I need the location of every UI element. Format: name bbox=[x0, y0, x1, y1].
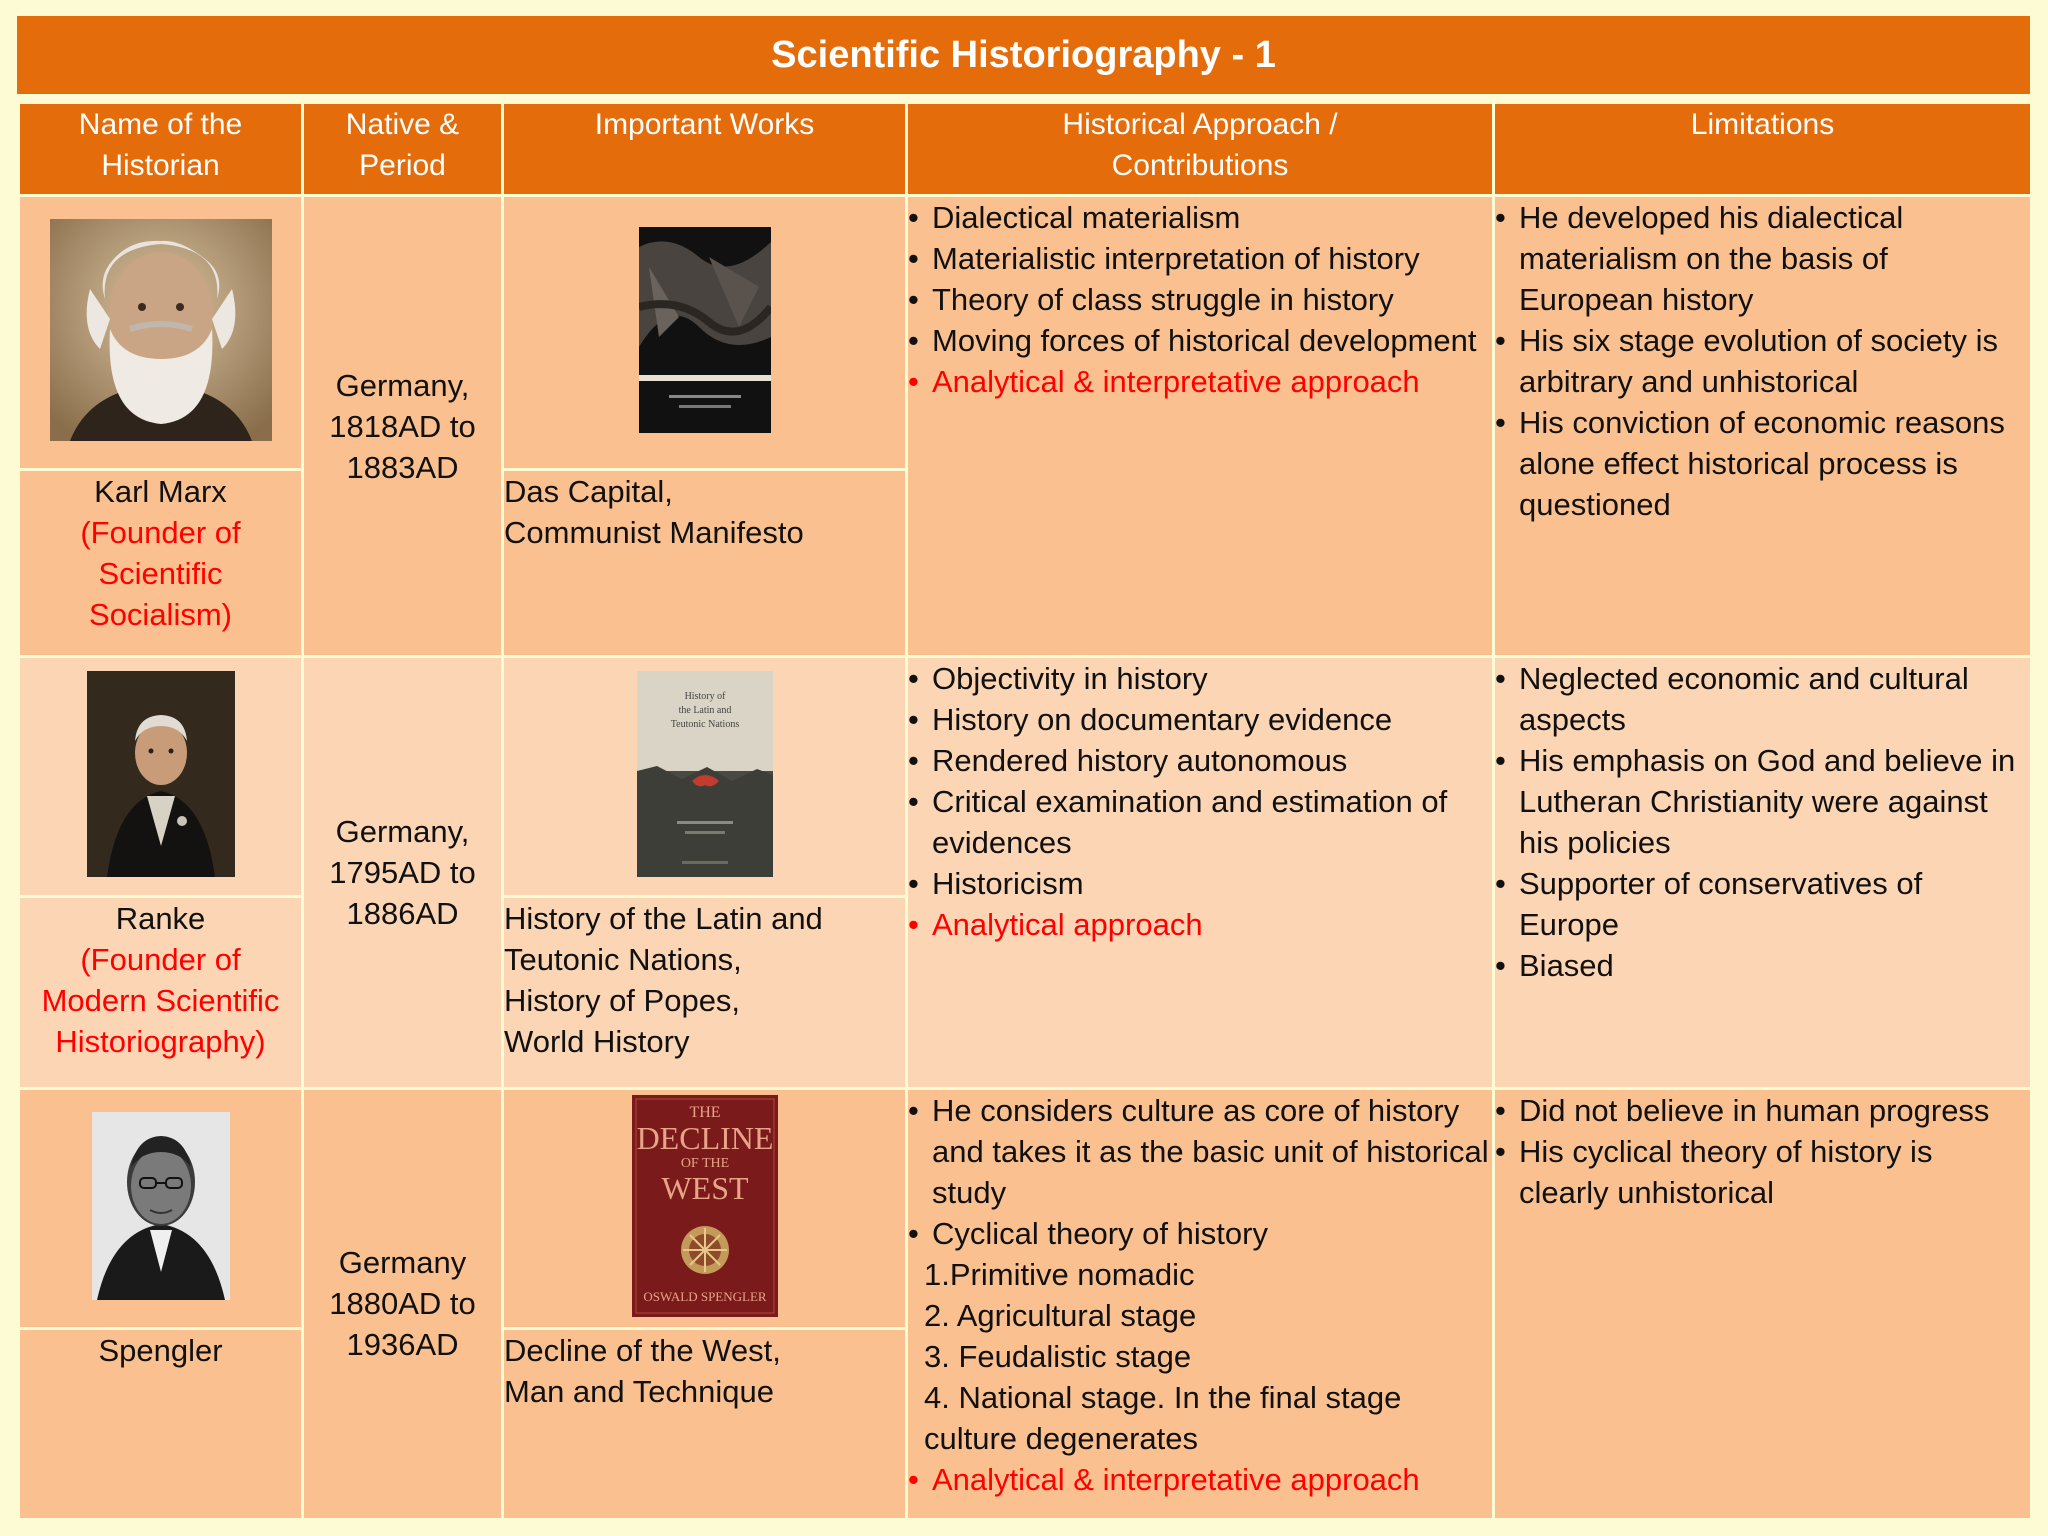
list-item: • Critical examination and estimation of evidences bbox=[908, 781, 1492, 863]
ranke-works-cell: History of the Latin and Teutonic Nations, History of Popes, World History bbox=[503, 897, 907, 1088]
list-item: 4. National stage. In the final stage culture degenerates bbox=[924, 1379, 1402, 1456]
marx-works-cell: Das Capital, Communist Manifesto bbox=[503, 470, 907, 657]
list-item: • Moving forces of historical development bbox=[908, 320, 1492, 361]
ranke-limitations-list bbox=[1495, 658, 2030, 986]
spengler-stage-list bbox=[908, 1254, 1492, 1459]
spengler-approach-list bbox=[908, 1090, 1492, 1254]
book-author: OSWALD SPENGLER bbox=[642, 1288, 767, 1304]
header-approach: Historical Approach / Contributions bbox=[907, 103, 1494, 196]
list-item: • Neglected economic and cultural aspects bbox=[1495, 658, 2030, 740]
list-item: • Objectivity in history bbox=[908, 658, 1492, 699]
list-item: 1.Primitive nomadic bbox=[924, 1256, 1195, 1292]
spengler-book-cover bbox=[632, 1095, 778, 1322]
list-item: • He considers culture as core of history and takes it as the basic unit of historical study bbox=[908, 1090, 1492, 1213]
spengler-portrait bbox=[92, 1112, 230, 1305]
list-item: • Analytical & interpretative approach bbox=[908, 1459, 1492, 1500]
list-item: • Analytical & interpretative approach bbox=[908, 361, 1492, 402]
book-title-line: THE bbox=[688, 1103, 721, 1121]
spengler-approach-cell bbox=[907, 1088, 1494, 1519]
header-row bbox=[19, 103, 2032, 196]
historian-name: Ranke bbox=[115, 901, 206, 937]
list-item: • Theory of class struggle in history bbox=[908, 279, 1492, 320]
marx-native-cell: Germany, 1818AD to 1883AD bbox=[303, 196, 503, 657]
header-limitations: Limitations bbox=[1494, 103, 2032, 196]
list-item: • Biased bbox=[1495, 945, 2030, 986]
spengler-limitations-list bbox=[1495, 1090, 2030, 1213]
list-item: • Historicism bbox=[908, 863, 1492, 904]
list-item: • His cyclical theory of history is clearly unhistorical bbox=[1495, 1131, 2030, 1213]
marx-portrait-cell bbox=[19, 196, 303, 470]
book-title-line: DECLINE bbox=[636, 1119, 773, 1156]
list-item: • History on documentary evidence bbox=[908, 699, 1492, 740]
table-row bbox=[19, 196, 2032, 470]
ranke-approach-cell bbox=[907, 657, 1494, 1088]
book-title-line: WEST bbox=[660, 1169, 749, 1206]
ranke-approach-list bbox=[908, 658, 1492, 945]
table-row bbox=[19, 1088, 2032, 1328]
historians-table bbox=[17, 101, 2033, 1521]
spengler-approach-red-list bbox=[908, 1459, 1492, 1500]
marx-limitations-cell bbox=[1494, 196, 2032, 657]
marx-name-cell: Karl Marx (Founder of Scientific Socialism) bbox=[19, 470, 303, 657]
list-item: • Supporter of conservatives of Europe bbox=[1495, 863, 2030, 945]
marx-portrait bbox=[50, 219, 272, 446]
ranke-book-cover bbox=[637, 671, 773, 882]
ranke-portrait bbox=[87, 671, 235, 882]
header-name: Name of the Historian bbox=[19, 103, 303, 196]
spengler-portrait-cell bbox=[19, 1088, 303, 1328]
book-title-line: Teutonic Nations bbox=[670, 719, 739, 731]
marx-book-cover bbox=[639, 227, 771, 438]
header-native: Native & Period bbox=[303, 103, 503, 196]
spengler-works-cell: Decline of the West, Man and Technique bbox=[503, 1328, 907, 1520]
list-item: 3. Feudalistic stage bbox=[924, 1338, 1192, 1374]
ranke-limitations-cell bbox=[1494, 657, 2032, 1088]
spengler-limitations-cell bbox=[1494, 1088, 2032, 1519]
book-title-line: the Latin and bbox=[678, 705, 731, 717]
spengler-name-cell bbox=[19, 1328, 303, 1520]
list-item: • He developed his dialectical materialism on the basis of European history bbox=[1495, 197, 2030, 320]
historian-name: Spengler bbox=[98, 1332, 223, 1368]
book-title-line: OF THE bbox=[680, 1155, 729, 1171]
ranke-book-cell bbox=[503, 657, 907, 897]
list-item: • Did not believe in human progress bbox=[1495, 1090, 2030, 1131]
table-row bbox=[19, 657, 2032, 897]
marx-book-cell bbox=[503, 196, 907, 470]
marx-approach-cell bbox=[907, 196, 1494, 657]
historian-name: Karl Marx bbox=[94, 474, 227, 510]
slide-title: Scientific Historiography - 1 bbox=[17, 16, 2030, 94]
list-item: • His six stage evolution of society is arbitrary and unhistorical bbox=[1495, 320, 2030, 402]
list-item: • Dialectical materialism bbox=[908, 197, 1492, 238]
list-item: • Cyclical theory of history bbox=[908, 1213, 1492, 1254]
list-item: • Rendered history autonomous bbox=[908, 740, 1492, 781]
marx-limitations-list bbox=[1495, 197, 2030, 525]
list-item: • His conviction of economic reasons alone effect historical process is questioned bbox=[1495, 402, 2030, 525]
book-title-line: History of bbox=[684, 691, 725, 703]
list-item: • Analytical approach bbox=[908, 904, 1492, 945]
ranke-name-cell: Ranke (Founder of Modern Scientific Historiography) bbox=[19, 897, 303, 1088]
marx-approach-list bbox=[908, 197, 1492, 402]
spengler-book-cell bbox=[503, 1088, 907, 1328]
ranke-native-cell: Germany, 1795AD to 1886AD bbox=[303, 657, 503, 1088]
spengler-native-cell: Germany 1880AD to 1936AD bbox=[303, 1088, 503, 1519]
list-item: 2. Agricultural stage bbox=[924, 1297, 1197, 1333]
list-item: • Materialistic interpretation of history bbox=[908, 238, 1492, 279]
list-item: • His emphasis on God and believe in Lutheran Christianity were against his policies bbox=[1495, 740, 2030, 863]
header-works: Important Works bbox=[503, 103, 907, 196]
ranke-portrait-cell bbox=[19, 657, 303, 897]
